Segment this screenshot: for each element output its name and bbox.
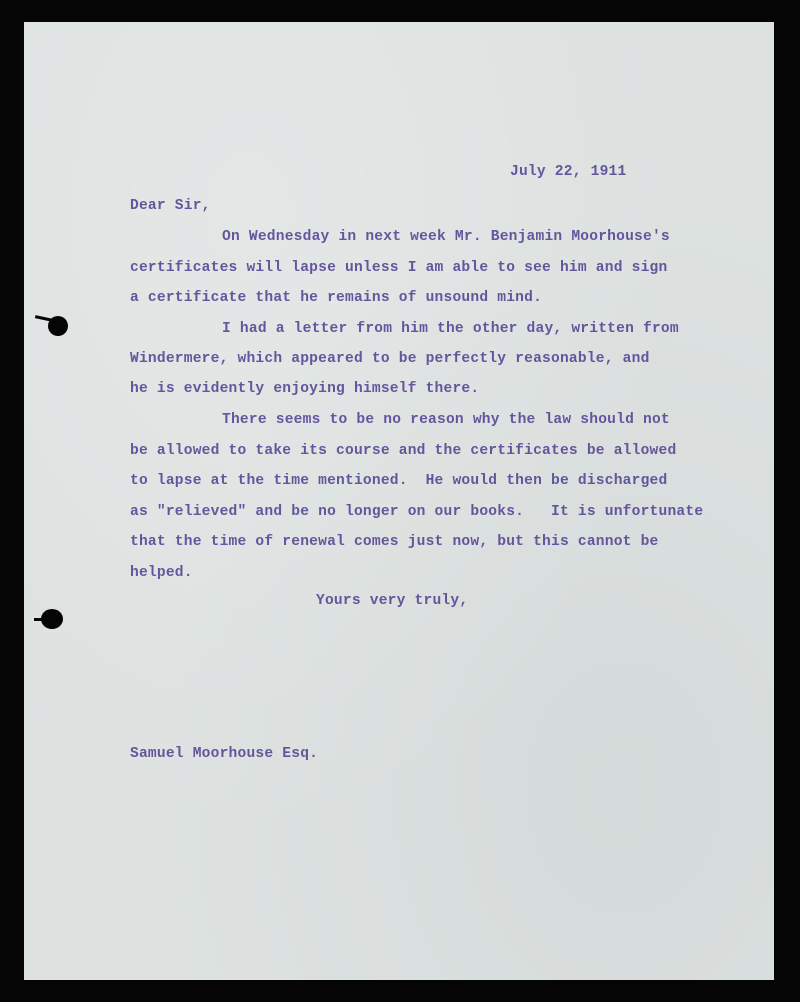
letter-page [24, 22, 774, 980]
letter-body-line: On Wednesday in next week Mr. Benjamin Moorhouse's [222, 229, 670, 245]
letter-body-line: Windermere, which appeared to be perfectly reasonable, and [130, 351, 650, 367]
letter-body-line: helped. [130, 565, 193, 581]
letter-body-line: he is evidently enjoying himself there. [130, 381, 480, 397]
letter-date: July 22, 1911 [510, 164, 627, 180]
letter-body-line: to lapse at the time mentioned. He would then be discharged [130, 473, 668, 489]
letter-body-line: I had a letter from him the other day, written from [222, 321, 679, 337]
letter-body-line: that the time of renewal comes just now, but this cannot be [130, 534, 659, 550]
letter-body-line: certificates will lapse unless I am able to see him and sign [130, 260, 668, 276]
letter-body-line: be allowed to take its course and the certificates be allowed [130, 443, 677, 459]
letter-closing: Yours very truly, [316, 593, 469, 609]
letter-addressee: Samuel Moorhouse Esq. [130, 746, 319, 762]
punch-hole-tear-upper [35, 315, 53, 322]
punch-hole-tear-lower [34, 618, 46, 621]
letter-body-line: a certificate that he remains of unsound mind. [130, 290, 543, 306]
letter-body-line: as "relieved" and be no longer on our books. It is unfortunate [130, 504, 704, 520]
letter-salutation: Dear Sir, [130, 198, 211, 214]
letter-body-line: There seems to be no reason why the law should not [222, 412, 670, 428]
